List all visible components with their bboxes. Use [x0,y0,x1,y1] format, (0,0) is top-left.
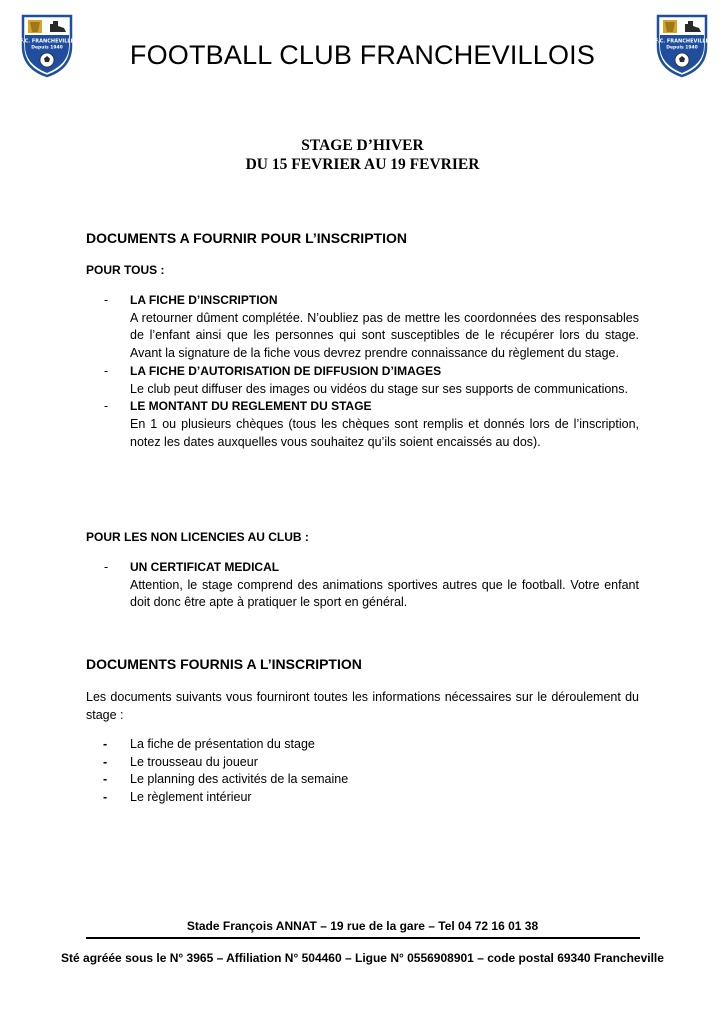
list-item [86,398,639,451]
list-item [86,754,639,772]
section-heading: DOCUMENTS FOURNIS A L’INSCRIPTION [86,656,362,672]
documents-provided-intro [86,688,639,724]
subheading-non-members: POUR LES NON LICENCIES AU CLUB : [86,530,309,544]
item-title: LA FICHE D’AUTORISATION DE DIFFUSION D’IMAGES [130,363,442,378]
bullet-dash: - [103,772,108,787]
list-item [86,363,639,398]
list-item [86,771,639,789]
item-text: En 1 ou plusieurs chèques (tous les chèques sont remplis et donnés lors de l’inscription, notez les dates auxquelles vous souhaitez qu’ils soient encaissés au dos). [130,416,639,449]
stage-title [0,136,725,174]
footer-legal-info: Sté agréée sous le N° 3965 – Affiliation N° 504460 – Ligue N° 0556908901 – code postal 69340 Francheville [61,951,664,965]
logo-lettering-since: Depuis 1940 [31,45,63,51]
documents-provided-section [86,656,639,672]
subheading-for-all: POUR TOUS : [86,263,165,277]
bullet-dash: - [104,363,109,378]
bullet-dash: - [103,754,108,769]
club-title: FOOTBALL CLUB FRANCHEVILLOIS [129,40,596,70]
bullet-dash: - [103,790,108,805]
bullet-dash: - [103,737,108,751]
documents-provided-list [86,736,639,807]
intro-paragraph: Les documents suivants vous fourniront toutes les informations nécessaires sur le déroulement du stage : [86,690,639,722]
list-item [86,559,639,612]
logo-lettering-name: F.C. FRANCHEVILLE [655,38,709,45]
bullet-dash: - [104,293,109,307]
bullet-dash: - [104,560,109,574]
documents-to-provide-section [86,230,639,246]
item-text: Le club peut diffuser des images ou vidéos du stage sur ses supports de communications. [130,381,628,396]
list-item-text: Le trousseau du joueur [130,754,258,769]
item-title: UN CERTIFICAT MEDICAL [130,560,280,574]
item-text: Attention, le stage comprend des animations sportives autres que le football. Votre enfant doit donc être apte à pratiquer le sport en général. [130,577,639,610]
non-members-list [86,559,639,612]
stage-title-line: STAGE D’HIVER [301,137,424,154]
list-item [86,789,639,807]
list-item [86,736,639,754]
bullet-dash: - [104,399,109,414]
item-text: A retourner dûment complétée. N’oubliez pas de mettre les coordonnées des responsables de l’enfant ainsi que les personnes qui sont susceptibles de le récupérer lors du stage. Avant la signature de la fiche vous devrez prendre connaissance du règlement du stage. [130,310,639,361]
item-title: LE MONTANT DU REGLEMENT DU STAGE [130,399,372,414]
non-members-block [86,530,639,544]
footer-divider [86,937,640,939]
for-all-block [86,263,639,277]
list-item-text: Le règlement intérieur [130,790,252,805]
item-title: LA FICHE D’INSCRIPTION [130,293,278,307]
for-all-list [86,292,639,451]
logo-lettering-since: Depuis 1940 [666,45,698,51]
list-item-text: La fiche de présentation du stage [130,737,315,751]
logo-lettering-name: F.C. FRANCHEVILLE [20,38,74,45]
stage-dates-line: DU 15 FEVRIER AU 19 FEVRIER [245,156,480,173]
list-item-text: Le planning des activités de la semaine [130,772,349,787]
section-heading: DOCUMENTS A FOURNIR POUR L’INSCRIPTION [86,230,407,246]
list-item [86,292,639,363]
footer-address: Stade François ANNAT – 19 rue de la gare – Tel 04 72 16 01 38 [186,919,539,933]
